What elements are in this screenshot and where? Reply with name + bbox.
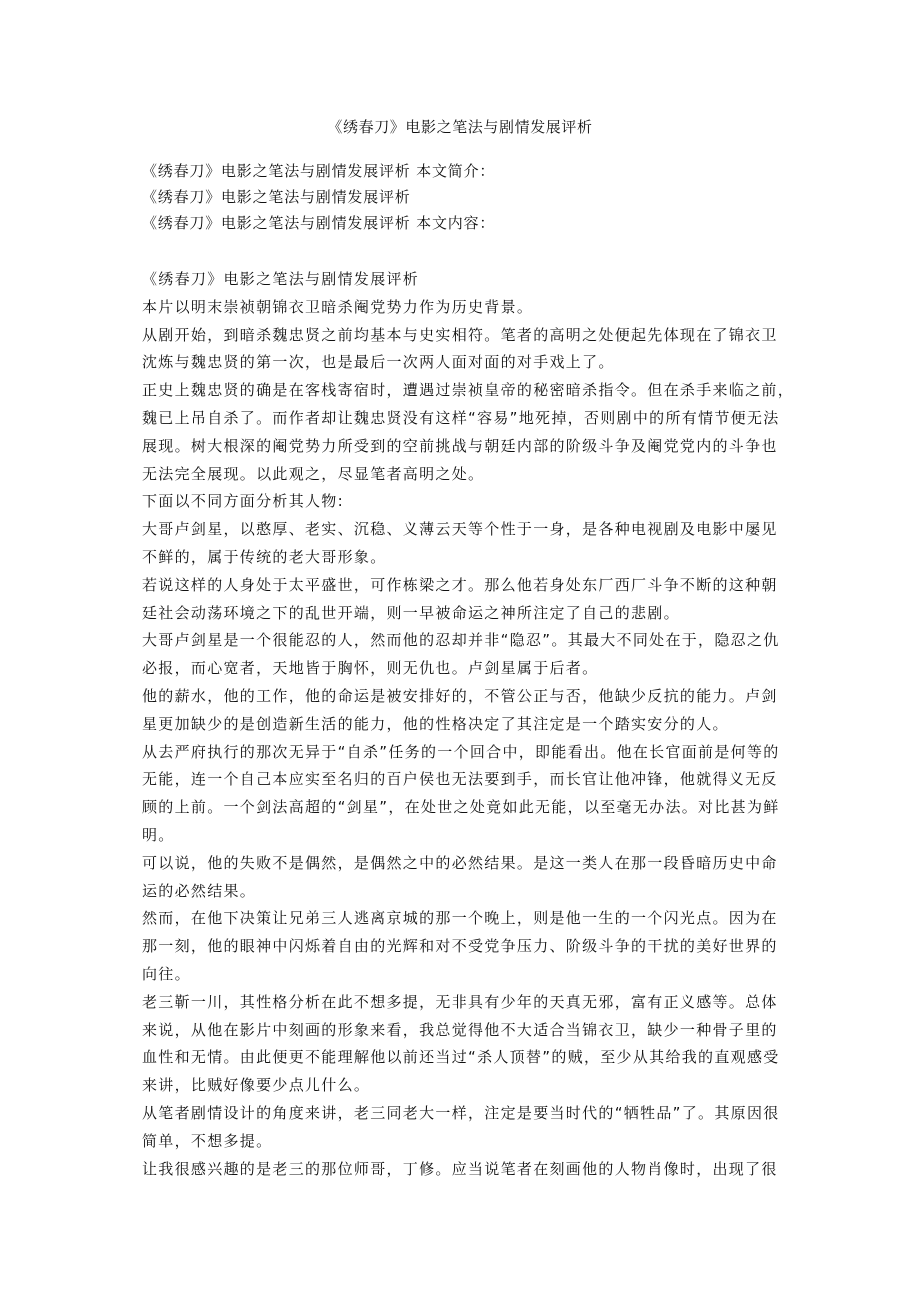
text-line: 大哥卢剑星，以憨厚、老实、沉稳、义薄云天等个性于一身，是各种电视剧及电影中屡见 bbox=[142, 520, 778, 539]
text-line: 大哥卢剑星是一个很能忍的人，然而他的忍却并非“隐忍”。其最大不同处在于，隐忍之仇 bbox=[142, 631, 780, 650]
intro-line: 《绣春刀》电影之笔法与剧情发展评析 本文内容： bbox=[142, 214, 496, 232]
text-line: 运的必然结果。 bbox=[142, 881, 257, 900]
text-line: 沈炼与魏忠贤的第一次，也是最后一次两人面对面的对手戏上了。 bbox=[142, 353, 615, 372]
text-line: 来说，从他在影片中刻画的形象来看，我总觉得他不大适合当锦衣卫，缺少一种骨子里的 bbox=[142, 1020, 778, 1039]
text-line: 无能，连一个自己本应实至名归的百户侯也无法要到手，而长官让他冲锋，他就得义无反 bbox=[142, 770, 778, 789]
text-line: 正史上魏忠贤的确是在客栈寄宿时，遭遇过崇祯皇帝的秘密暗杀指令。但在杀手来临之前， bbox=[142, 381, 795, 400]
text-line: 星更加缺少的是创造新生活的能力，他的性格决定了其注定是一个踏实安分的人。 bbox=[142, 714, 729, 733]
text-line: 廷社会动荡环境之下的乱世开端，则一早被命运之神所注定了自己的悲剧。 bbox=[142, 603, 680, 622]
text-line: 让我很感兴趣的是老三的那位师哥，丁修。应当说笔者在刻画他的人物肖像时，出现了很 bbox=[142, 1159, 778, 1178]
text-line: 向往。 bbox=[142, 964, 191, 983]
text-line: 无法完全展现。以此观之，尽显笔者高明之处。 bbox=[142, 464, 485, 483]
text-line: 来讲，比贼好像要少点儿什么。 bbox=[142, 1076, 371, 1095]
text-line: 血性和无情。由此便更不能理解他以前还当过“杀人顶替”的贼，至少从其给我的直观感受 bbox=[142, 1048, 780, 1067]
document-title: 《绣春刀》电影之笔法与剧情发展评析 bbox=[327, 118, 593, 136]
text-line: 那一刻，他的眼神中闪烁着自由的光辉和对不受党争压力、阶级斗争的干扰的美好世界的 bbox=[142, 937, 778, 956]
text-line: 简单，不想多提。 bbox=[142, 1131, 273, 1150]
text-line: 《绣春刀》电影之笔法与剧情发展评析 bbox=[142, 270, 420, 288]
body-text bbox=[142, 267, 794, 1184]
text-line: 从笔者剧情设计的角度来讲，老三同老大一样，注定是要当时代的“牺牲品”了。其原因很 bbox=[142, 1103, 780, 1122]
intro-line: 《绣春刀》电影之笔法与剧情发展评析 bbox=[142, 188, 411, 206]
text-line: 可以说，他的失败不是偶然，是偶然之中的必然结果。是这一类人在那一段昏暗历史中命 bbox=[142, 853, 778, 872]
text-line: 必报，而心宽者，天地皆于胸怀，则无仇也。卢剑星属于后者。 bbox=[142, 659, 599, 678]
text-line: 若说这样的人身处于太平盛世，可作栋梁之才。那么他若身处东厂西厂斗争不断的这种朝 bbox=[142, 575, 778, 594]
text-line: 然而，在他下决策让兄弟三人逃离京城的那一个晚上，则是他一生的一个闪光点。因为在 bbox=[142, 909, 778, 928]
text-line: 从去严府执行的那次无异于“自杀”任务的一个回合中，即能看出。他在长官面前是何等的 bbox=[142, 742, 780, 761]
intro-block bbox=[142, 160, 495, 238]
text-line: 下面以不同方面分析其人物: bbox=[142, 492, 344, 511]
text-line: 明。 bbox=[142, 825, 175, 844]
text-line: 展现。树大根深的阉党势力所受到的空前挑战与朝廷内部的阶级斗争及阉党党内的斗争也 bbox=[142, 436, 778, 455]
text-line: 他的薪水，他的工作，他的命运是被安排好的，不管公正与否，他缺少反抗的能力。卢剑 bbox=[142, 686, 778, 705]
text-line: 本片以明末崇祯朝锦衣卫暗杀阉党势力作为历史背景。 bbox=[142, 297, 534, 316]
text-line: 老三靳一川，其性格分析在此不想多提，无非具有少年的天真无邪，富有正义感等。总体 bbox=[142, 992, 778, 1011]
intro-line: 《绣春刀》电影之笔法与剧情发展评析 本文简介： bbox=[142, 162, 496, 180]
text-line: 顾的上前。一个剑法高超的“剑星”，在处世之处竟如此无能，以至毫无办法。对比甚为鲜 bbox=[142, 798, 780, 817]
text-line: 不鲜的，属于传统的老大哥形象。 bbox=[142, 547, 387, 566]
text-line: 魏已上吊自杀了。而作者却让魏忠贤没有这样“容易”地死掉，否则剧中的所有情节便无法 bbox=[142, 408, 780, 427]
text-line: 从剧开始，到暗杀魏忠贤之前均基本与史实相符。笔者的高明之处便起先体现在了锦衣卫 bbox=[142, 325, 778, 344]
